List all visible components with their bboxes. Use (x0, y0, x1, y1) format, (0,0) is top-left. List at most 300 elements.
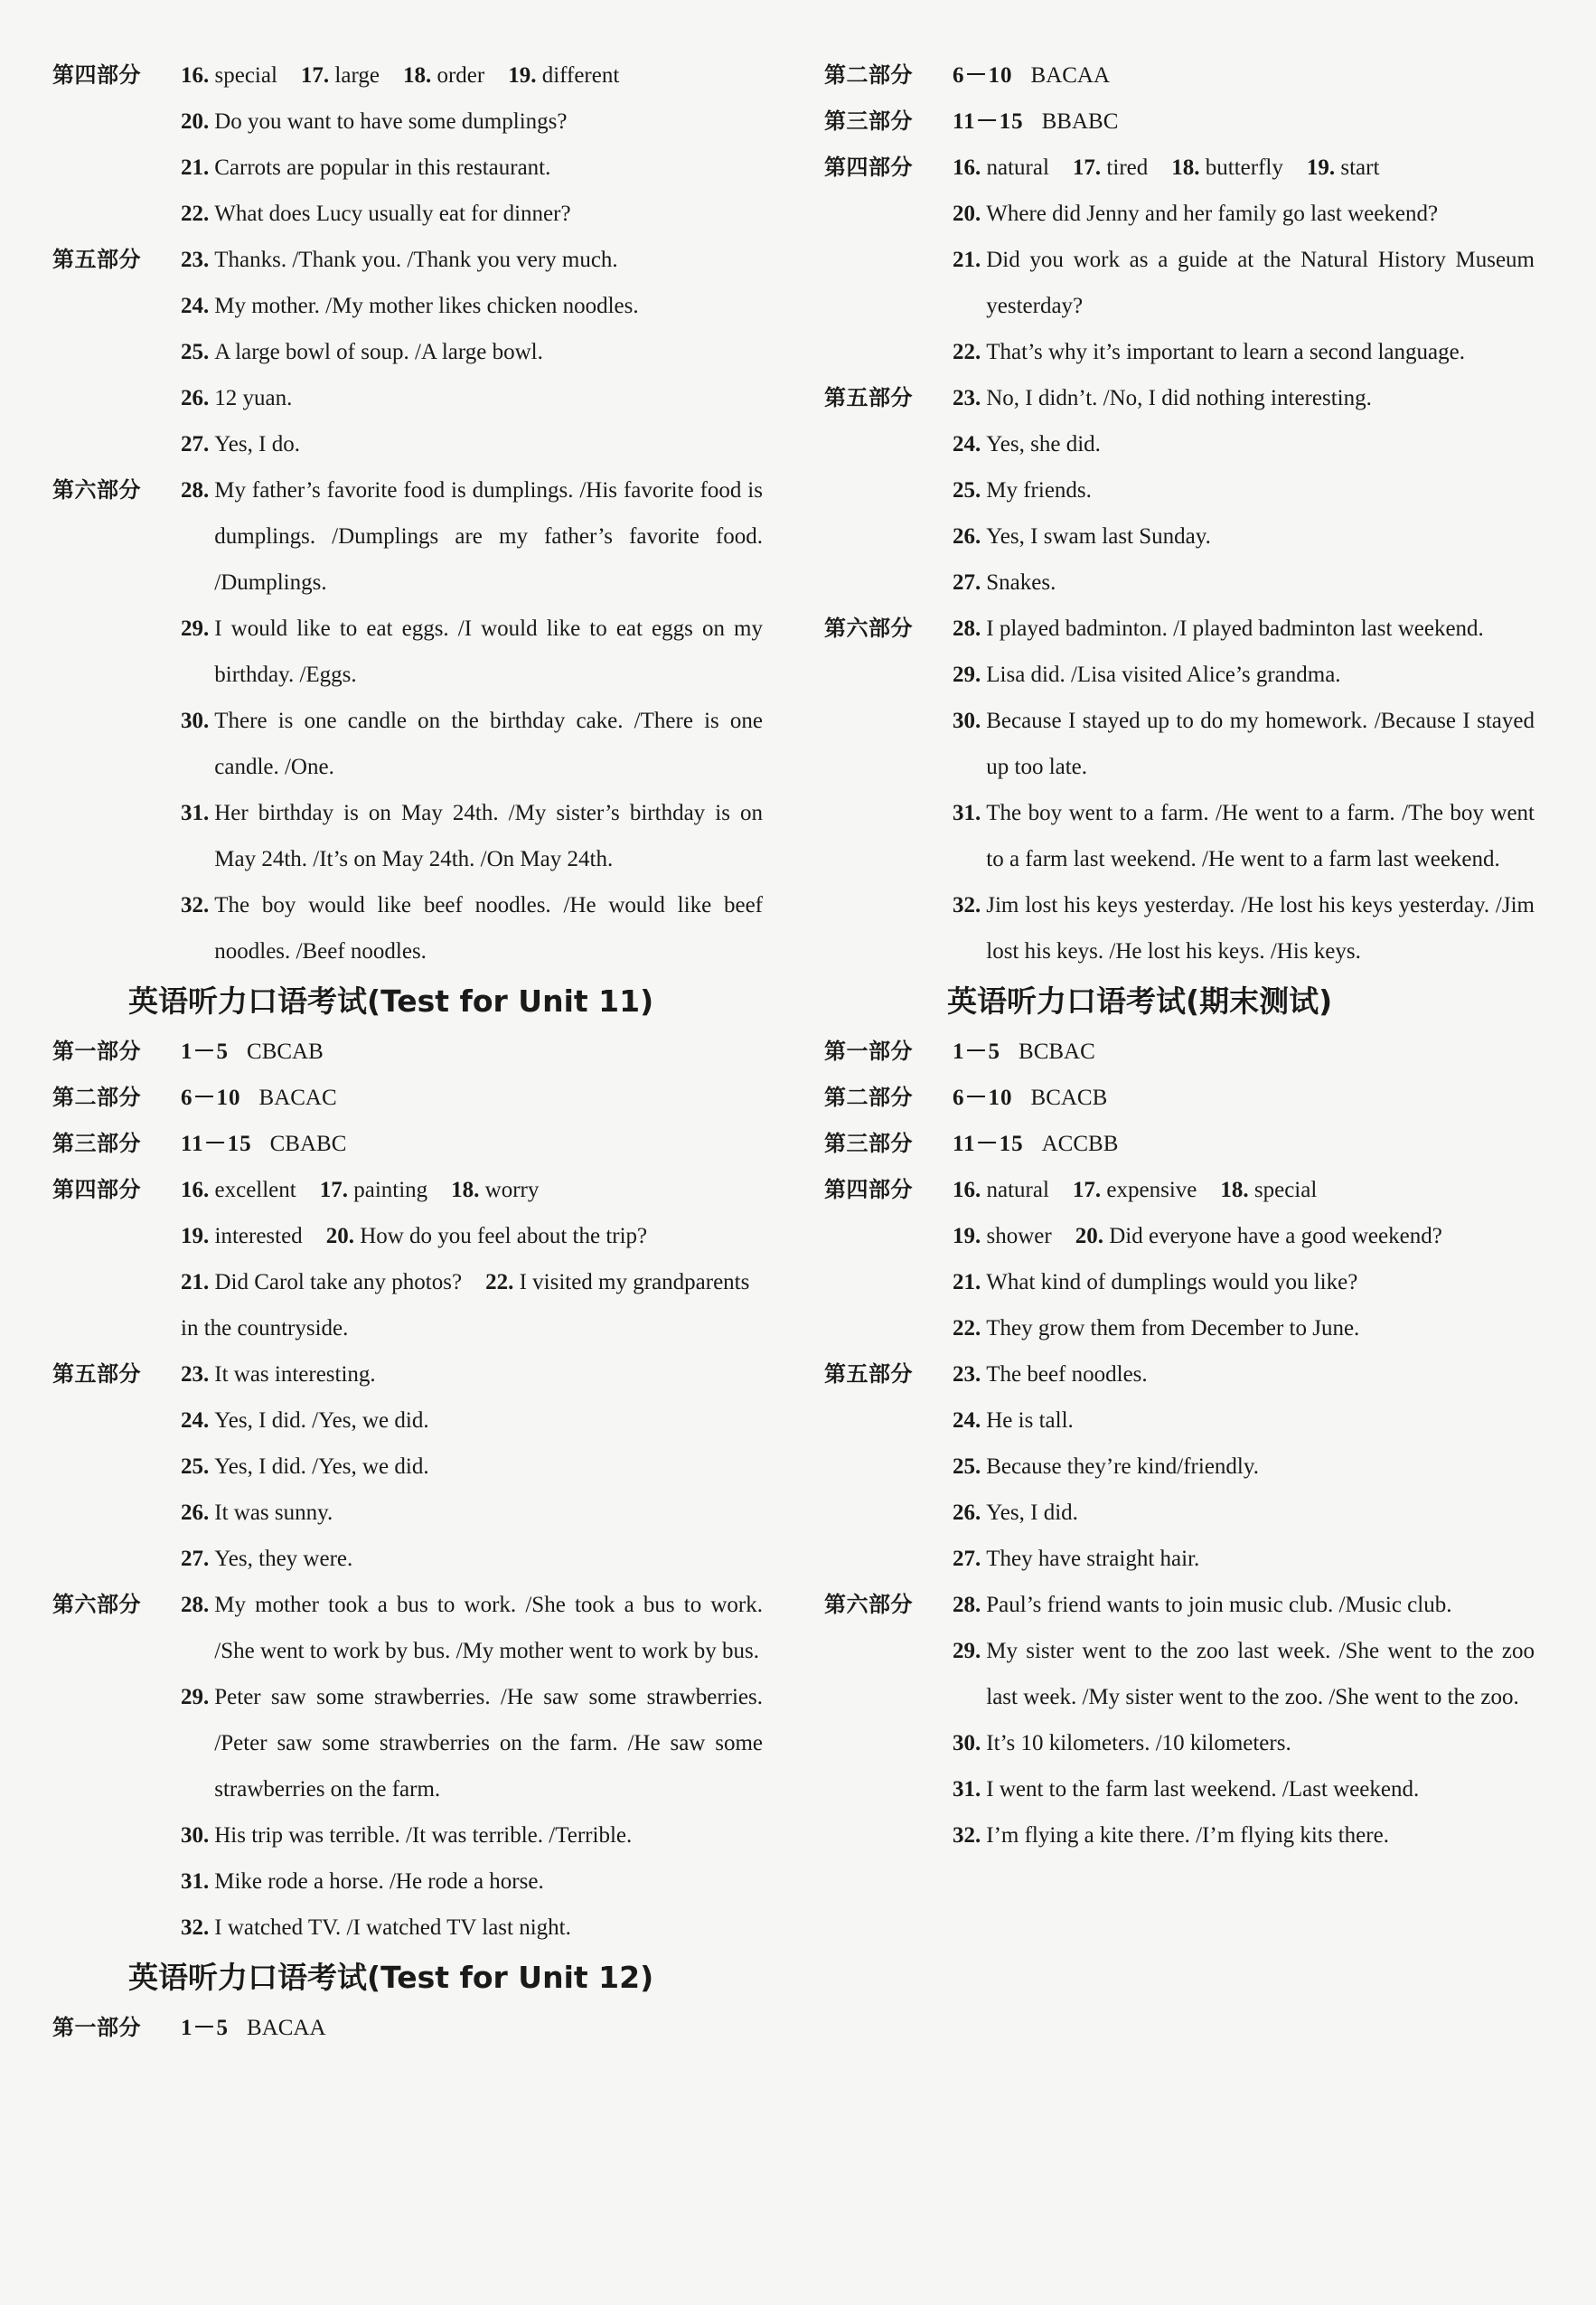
answer-text: Yes, I did. /Yes, we did. (214, 1454, 429, 1479)
answer-item (953, 1490, 1535, 1536)
answer-item (953, 1305, 1535, 1351)
question-number: 20. (325, 1224, 354, 1248)
answer-body (953, 1582, 1535, 1628)
answer-text: natural (986, 155, 1049, 180)
answer-item (181, 1812, 763, 1858)
answer-body (181, 1444, 763, 1490)
answer-row (824, 1490, 1535, 1536)
answer-row (824, 652, 1535, 698)
question-number: 30. (953, 1731, 981, 1755)
answer-body (181, 1397, 763, 1444)
answer-body (953, 1029, 1535, 1075)
answer-row (824, 1766, 1535, 1812)
answer-body (181, 1812, 763, 1858)
part-label: 第六部分 (824, 1592, 913, 1617)
answer-text: My father’s favorite food is dumplings. /His favorite food is dumplings. /Dumplings are my father’s favorite food. /Dumplings. (214, 478, 763, 595)
question-number: 18. (451, 1178, 480, 1202)
question-number: 18. (402, 63, 432, 88)
answer-item (181, 698, 763, 790)
answer-row (824, 1444, 1535, 1490)
answer-row (824, 790, 1535, 882)
answer-item (953, 513, 1535, 560)
question-number: 21. (953, 1270, 981, 1294)
part-label: 第五部分 (52, 247, 141, 272)
question-range: 11－15 (953, 1132, 1024, 1156)
answer-body (181, 790, 763, 882)
answer-row (824, 606, 1535, 652)
question-number: 26. (181, 386, 210, 410)
answer-row (52, 1905, 763, 1951)
answer-item (953, 1397, 1535, 1444)
question-number: 29. (181, 616, 210, 641)
answer-text: large (334, 63, 380, 88)
answer-text: Did you work as a guide at the Natural History Museum yesterday? (986, 248, 1535, 318)
answer-row (52, 1444, 763, 1490)
answer-text: Jim lost his keys yesterday. /He lost his keys yesterday. /Jim lost his keys. /He lost his keys. /His keys. (986, 893, 1535, 964)
answer-body (181, 145, 763, 191)
answer-text: butterfly (1205, 155, 1283, 180)
answer-row (824, 191, 1535, 237)
question-number: 23. (953, 1362, 981, 1387)
part-label: 第一部分 (824, 1039, 913, 1064)
answer-row (52, 1858, 763, 1905)
question-number: 27. (181, 432, 210, 456)
answer-text: Do you want to have some dumplings? (214, 109, 568, 134)
answer-item (181, 145, 763, 191)
answer-row (824, 1075, 1535, 1121)
question-number: 28. (953, 616, 981, 641)
answer-body (953, 1720, 1535, 1766)
answer-row (824, 1351, 1535, 1397)
answer-row (52, 1029, 763, 1075)
answer-group (953, 1213, 1535, 1259)
answer-body (953, 237, 1535, 329)
answer-text: Because they’re kind/friendly. (986, 1454, 1259, 1479)
answer-body (953, 191, 1535, 237)
answer-row (824, 1536, 1535, 1582)
answer-body (181, 283, 763, 329)
answer-group (181, 1259, 763, 1351)
answer-row (824, 375, 1535, 421)
choice-answers: CBABC (269, 1132, 347, 1156)
question-number: 18. (1220, 1178, 1249, 1202)
question-number: 30. (953, 709, 981, 733)
question-number: 31. (181, 1869, 210, 1894)
part-label: 第三部分 (52, 1131, 141, 1156)
answer-row (824, 882, 1535, 974)
answer-text: natural (986, 1178, 1049, 1202)
answer-item (953, 1628, 1535, 1720)
question-number: 28. (953, 1593, 981, 1617)
part-label: 第五部分 (52, 1361, 141, 1387)
question-number: 31. (181, 801, 210, 825)
answer-body (953, 145, 1535, 191)
answer-item (953, 1444, 1535, 1490)
question-number: 25. (953, 478, 981, 503)
question-number: 26. (953, 524, 981, 549)
answer-body (181, 1582, 763, 1674)
answer-item (181, 1444, 763, 1490)
question-number: 24. (953, 1408, 981, 1433)
question-number: 25. (181, 340, 210, 364)
answer-body (953, 1167, 1535, 1213)
answer-text: painting (353, 1178, 428, 1202)
answer-body (953, 560, 1535, 606)
question-range: 1－5 (181, 2016, 230, 2040)
answer-text: special (1253, 1178, 1318, 1202)
answer-item (181, 1397, 763, 1444)
question-number: 19. (508, 63, 537, 88)
answer-body (953, 1812, 1535, 1858)
question-number: 17. (1072, 155, 1102, 180)
question-number: 17. (300, 63, 330, 88)
part-label: 第六部分 (824, 616, 913, 641)
answer-row (824, 1305, 1535, 1351)
answer-row (824, 1259, 1535, 1305)
answer-body (181, 1167, 763, 1213)
question-number: 17. (319, 1178, 348, 1202)
question-number: 21. (181, 155, 210, 180)
answer-row (52, 698, 763, 790)
answer-text: It was interesting. (214, 1362, 376, 1387)
answer-item (953, 1720, 1535, 1766)
answer-body (953, 1444, 1535, 1490)
choice-answers: BACAC (258, 1086, 337, 1110)
answer-body (181, 1490, 763, 1536)
question-number: 19. (1306, 155, 1336, 180)
answer-body (953, 652, 1535, 698)
answer-row (52, 467, 763, 606)
answer-item (953, 1536, 1535, 1582)
answer-item (181, 329, 763, 375)
choice-answers: ACCBB (1041, 1132, 1119, 1156)
part-label: 第四部分 (52, 62, 141, 88)
answer-body (953, 1536, 1535, 1582)
question-number: 32. (953, 893, 981, 917)
answer-text: The boy would like beef noodles. /He would like beef noodles. /Beef noodles. (214, 893, 763, 964)
answer-text: I visited my grandparents in the countryside. (181, 1270, 750, 1341)
answer-row (824, 145, 1535, 191)
answer-body (181, 1213, 763, 1259)
answer-text: What does Lucy usually eat for dinner? (214, 202, 571, 226)
answer-row (52, 421, 763, 467)
answer-row (824, 1812, 1535, 1858)
question-number: 30. (181, 709, 210, 733)
answer-item (953, 237, 1535, 329)
answer-item (181, 467, 763, 606)
part-label: 第六部分 (52, 477, 141, 503)
answer-text: The beef noodles. (986, 1362, 1148, 1387)
answer-item (181, 1674, 763, 1812)
answer-row (52, 606, 763, 698)
answer-text: interested (214, 1224, 303, 1248)
answer-text: They grow them from December to June. (986, 1316, 1360, 1341)
answer-row (824, 1582, 1535, 1628)
answer-body (181, 2005, 763, 2051)
answer-text: It’s 10 kilometers. /10 kilometers. (986, 1731, 1291, 1755)
answer-item (953, 1259, 1535, 1305)
answer-row (52, 1536, 763, 1582)
part-label: 第三部分 (824, 108, 913, 134)
question-range: 1－5 (953, 1040, 1001, 1064)
answer-text: Because I stayed up to do my homework. /Because I stayed up too late. (986, 709, 1535, 779)
answer-text: I went to the farm last weekend. /Last weekend. (986, 1777, 1420, 1802)
question-number: 27. (953, 570, 981, 595)
answer-body (953, 698, 1535, 790)
answer-body (181, 1259, 763, 1351)
answer-body (953, 1351, 1535, 1397)
question-number: 29. (181, 1685, 210, 1709)
question-number: 24. (181, 1408, 210, 1433)
question-range: 6－10 (181, 1086, 241, 1110)
answer-body (181, 1674, 763, 1812)
question-number: 23. (181, 1362, 210, 1387)
question-number: 24. (953, 432, 981, 456)
question-number: 32. (181, 893, 210, 917)
question-number: 27. (953, 1547, 981, 1571)
question-number: 25. (953, 1454, 981, 1479)
question-number: 23. (181, 248, 210, 272)
answer-body (953, 1121, 1535, 1167)
answer-item (181, 882, 763, 974)
part-label: 第二部分 (824, 62, 913, 88)
answer-row (52, 283, 763, 329)
question-number: 24. (181, 294, 210, 318)
answer-item (953, 1812, 1535, 1858)
answer-item (953, 329, 1535, 375)
part-label: 第四部分 (824, 155, 913, 180)
answer-row (824, 513, 1535, 560)
answer-item (181, 1858, 763, 1905)
question-number: 17. (1072, 1178, 1102, 1202)
answer-text: I watched TV. /I watched TV last night. (214, 1915, 571, 1940)
answer-body (181, 375, 763, 421)
answer-body (953, 375, 1535, 421)
question-number: 19. (953, 1224, 981, 1248)
answer-body (181, 237, 763, 283)
answer-text: worry (484, 1178, 540, 1202)
answer-text: There is one candle on the birthday cake. /There is one candle. /One. (214, 709, 763, 779)
question-number: 20. (181, 109, 210, 134)
answer-row (52, 237, 763, 283)
question-number: 28. (181, 1593, 210, 1617)
answer-text: They have straight hair. (986, 1547, 1200, 1571)
part-label: 第一部分 (52, 2015, 141, 2040)
answer-row (52, 1351, 763, 1397)
question-number: 28. (181, 478, 210, 503)
question-number: 22. (953, 1316, 981, 1341)
answer-text: What kind of dumplings would you like? (986, 1270, 1358, 1294)
choice-answers: CBCAB (247, 1040, 324, 1064)
answer-row (52, 145, 763, 191)
answer-text: My sister went to the zoo last week. /She went to the zoo last week. /My sister went to the zoo. /She went to the zoo. (986, 1639, 1535, 1709)
answer-item (181, 421, 763, 467)
answer-text: Snakes. (986, 570, 1056, 595)
part-label: 第四部分 (52, 1177, 141, 1202)
answer-body (953, 1766, 1535, 1812)
answer-row (52, 329, 763, 375)
answer-text: shower (986, 1224, 1052, 1248)
answer-item (953, 606, 1535, 652)
answer-row (824, 698, 1535, 790)
answer-item (181, 99, 763, 145)
answer-row (52, 1397, 763, 1444)
answer-row (824, 560, 1535, 606)
answer-group (953, 145, 1535, 191)
answer-item (181, 1905, 763, 1951)
answer-body (953, 329, 1535, 375)
answer-text: Yes, she did. (986, 432, 1101, 456)
answer-item (953, 790, 1535, 882)
question-number: 21. (953, 248, 981, 272)
question-number: 32. (953, 1823, 981, 1848)
answer-item (181, 1351, 763, 1397)
answer-item (181, 191, 763, 237)
answer-body (181, 52, 763, 99)
answer-item (181, 1582, 763, 1674)
choice-answers: BCACB (1030, 1086, 1108, 1110)
answer-body (181, 329, 763, 375)
answer-row (824, 1121, 1535, 1167)
question-number: 29. (953, 663, 981, 687)
answer-text: Her birthday is on May 24th. /My sister’s birthday is on May 24th. /It’s on May 24th. /On May 24th. (214, 801, 763, 871)
answer-text: I’m flying a kite there. /I’m flying kits there. (986, 1823, 1389, 1848)
answer-item (953, 560, 1535, 606)
part-label: 第一部分 (52, 1039, 141, 1064)
answer-body (953, 790, 1535, 882)
answer-body (953, 1213, 1535, 1259)
answer-text: His trip was terrible. /It was terrible. /Terrible. (214, 1823, 633, 1848)
question-number: 32. (181, 1915, 210, 1940)
answer-text: start (1340, 155, 1380, 180)
question-number: 26. (181, 1501, 210, 1525)
answer-row (52, 375, 763, 421)
answer-group (181, 52, 763, 99)
answer-text: Where did Jenny and her family go last weekend? (986, 202, 1439, 226)
answer-row (52, 1490, 763, 1536)
answer-body (953, 513, 1535, 560)
answer-text: A large bowl of soup. /A large bowl. (214, 340, 543, 364)
answer-body (181, 1536, 763, 1582)
question-number: 16. (953, 1178, 981, 1202)
answer-item (181, 283, 763, 329)
choice-answers: BACAA (247, 2016, 326, 2040)
answer-body (953, 606, 1535, 652)
answer-row (824, 467, 1535, 513)
answer-row (824, 1213, 1535, 1259)
answer-body (181, 467, 763, 606)
answer-item (953, 1766, 1535, 1812)
answer-text: I would like to eat eggs. /I would like to eat eggs on my birthday. /Eggs. (214, 616, 763, 687)
answer-body (181, 421, 763, 467)
answer-text: Yes, I did. /Yes, we did. (214, 1408, 429, 1433)
answer-body (181, 1075, 763, 1121)
question-number: 29. (953, 1639, 981, 1663)
answer-row (52, 1167, 763, 1213)
answer-row (824, 329, 1535, 375)
answer-row (824, 52, 1535, 99)
section-heading: 英语听力口语考试(Test for Unit 12) (128, 1960, 654, 1995)
answer-row (52, 790, 763, 882)
question-range: 6－10 (953, 63, 1013, 88)
answer-row (52, 1075, 763, 1121)
answer-text: tired (1106, 155, 1149, 180)
question-number: 31. (953, 1777, 981, 1802)
section-heading: 英语听力口语考试(Test for Unit 11) (128, 983, 654, 1019)
answer-text: My mother took a bus to work. /She took a bus to work. /She went to work by bus. /My mother went to work by bus. (214, 1593, 763, 1663)
answer-body (953, 1305, 1535, 1351)
answer-row (824, 1720, 1535, 1766)
answer-text: Yes, they were. (214, 1547, 353, 1571)
answer-item (953, 421, 1535, 467)
choice-answers: BBABC (1041, 109, 1119, 134)
answer-item (953, 1582, 1535, 1628)
answer-item (181, 375, 763, 421)
answer-text: Carrots are popular in this restaurant. (214, 155, 551, 180)
part-label: 第二部分 (824, 1085, 913, 1110)
answer-row (52, 1121, 763, 1167)
answer-text: That’s why it’s important to learn a second language. (986, 340, 1465, 364)
answer-text: Peter saw some strawberries. /He saw some strawberries. /Peter saw some strawberries on the farm. /He saw some strawberries on the farm. (214, 1685, 763, 1802)
question-range: 11－15 (181, 1132, 252, 1156)
answer-body (953, 1259, 1535, 1305)
choice-answers: BACAA (1030, 63, 1111, 88)
answer-body (953, 882, 1535, 974)
answer-text: Thanks. /Thank you. /Thank you very much. (214, 248, 618, 272)
question-number: 30. (181, 1823, 210, 1848)
answer-body (953, 1490, 1535, 1536)
question-number: 20. (1075, 1224, 1103, 1248)
answer-body (181, 606, 763, 698)
section-heading: 英语听力口语考试(期末测试) (947, 983, 1333, 1019)
answer-body (953, 1628, 1535, 1720)
choice-answers: BCBAC (1019, 1040, 1095, 1064)
answer-row (824, 421, 1535, 467)
right-column (824, 52, 1535, 1858)
answer-item (181, 790, 763, 882)
question-number: 21. (181, 1270, 210, 1294)
answer-group (953, 1167, 1535, 1213)
question-number: 18. (1171, 155, 1200, 180)
question-number: 19. (181, 1224, 210, 1248)
answer-text: Lisa did. /Lisa visited Alice’s grandma. (986, 663, 1341, 687)
answer-body (953, 99, 1535, 145)
question-number: 22. (953, 340, 981, 364)
part-label: 第五部分 (824, 385, 913, 410)
question-number: 22. (181, 202, 210, 226)
answer-text: Did everyone have a good weekend? (1109, 1224, 1442, 1248)
answer-body (181, 1858, 763, 1905)
answer-row (824, 99, 1535, 145)
answer-body (181, 1121, 763, 1167)
answer-body (953, 421, 1535, 467)
question-number: 26. (953, 1501, 981, 1525)
answer-row (52, 2005, 763, 2051)
answer-row (824, 1628, 1535, 1720)
question-number: 31. (953, 801, 981, 825)
answer-text: order (437, 63, 485, 88)
part-label: 第三部分 (824, 1131, 913, 1156)
answer-body (181, 1029, 763, 1075)
answer-text: 12 yuan. (214, 386, 293, 410)
answer-item (953, 191, 1535, 237)
answer-row (824, 1397, 1535, 1444)
part-label: 第五部分 (824, 1361, 913, 1387)
answer-text: excellent (214, 1178, 296, 1202)
answer-row (52, 52, 763, 99)
answer-text: special (214, 63, 277, 88)
answer-body (953, 52, 1535, 99)
